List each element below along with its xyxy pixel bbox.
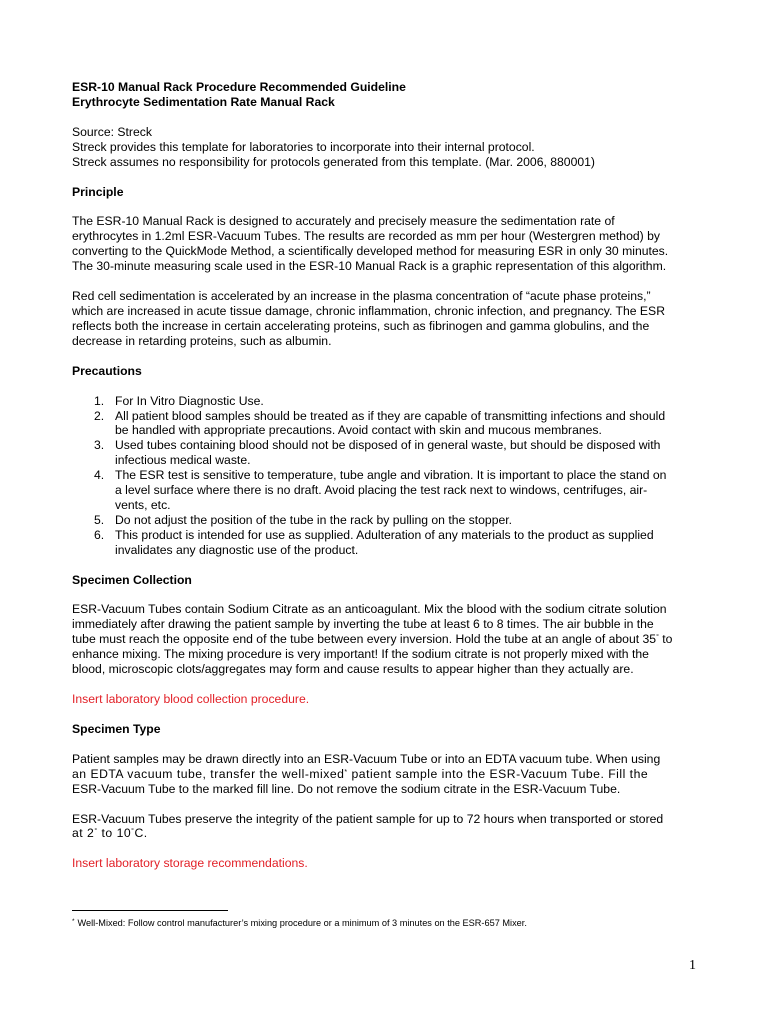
principle-p1-line: The 30-minute measuring scale used in the ESR-10 Manual Rack is a graphic representation of this algorithm. bbox=[72, 259, 667, 274]
principle-p2-line: decrease in retarding proteins, such as albumin. bbox=[72, 333, 332, 348]
principle-p1-line: erythrocytes in 1.2ml ESR-Vacuum Tubes. The results are recorded as mm per hour (Westergren method) by bbox=[72, 229, 660, 244]
degree-mark: ° bbox=[656, 634, 659, 642]
insert-collection-procedure-note: Insert laboratory blood collection procedure. bbox=[72, 692, 310, 706]
collection-line: enhance mixing. The mixing procedure is very important! If the sodium citrate is not properly mixed with the bbox=[72, 647, 649, 662]
specimen-type-line: ESR-Vacuum Tubes preserve the integrity of the patient sample for up to 72 hours when transported or stored bbox=[72, 811, 664, 826]
temperature-text-c: C. bbox=[134, 826, 148, 841]
principle-p1-line: converting to the QuickMode Method, a scientifically developed method for measuring ESR in only 30 minutes. bbox=[72, 244, 669, 259]
title-line-1: ESR-10 Manual Rack Procedure Recommended Guideline bbox=[72, 80, 406, 94]
list-item-number: 2. bbox=[94, 408, 105, 423]
list-item bbox=[72, 409, 702, 439]
list-item-number: 5. bbox=[94, 512, 105, 527]
collection-line: blood, microscopic clots/aggregates may form and cause results to appear higher than they actually are. bbox=[72, 662, 634, 677]
list-item bbox=[72, 394, 702, 409]
collection-line: immediately after drawing the patient sample by inverting the tube at least 6 to 8 times. The air bubble in the bbox=[72, 617, 654, 632]
principle-heading: Principle bbox=[72, 184, 124, 199]
list-item-line: be handled with appropriate precautions. Avoid contact with skin and mucous membranes. bbox=[115, 423, 602, 438]
source-block bbox=[72, 125, 702, 170]
degree-mark: ° bbox=[94, 828, 98, 836]
document-body bbox=[72, 80, 702, 871]
collection-line bbox=[72, 632, 702, 647]
specimen-type-heading: Specimen Type bbox=[72, 721, 161, 736]
list-item bbox=[72, 468, 702, 513]
specimen-type-paragraph-2 bbox=[72, 812, 702, 842]
list-item-line: a level surface where there is no draft. Avoid placing the test rack next to windows, centrifuges, air- bbox=[115, 483, 648, 498]
principle-p2-line: reflects both the increase in certain accelerating proteins, such as fibrinogen and gamma globulins, and the bbox=[72, 318, 650, 333]
list-item-line: This product is intended for use as supplied. Adulteration of any materials to the product as supplied bbox=[115, 527, 654, 542]
temperature-text-b: to 10 bbox=[97, 826, 132, 841]
specimen-type-line-end: patient sample into the ESR-Vacuum Tube. Fill the bbox=[347, 766, 649, 781]
list-item-number: 6. bbox=[94, 527, 105, 542]
list-item-number: 3. bbox=[94, 438, 105, 453]
document-title bbox=[72, 80, 702, 110]
precautions-heading: Precautions bbox=[72, 363, 142, 378]
temperature-text-a: at 2 bbox=[72, 826, 95, 841]
specimen-type-line bbox=[72, 826, 702, 841]
list-item-line: Used tubes containing blood should not be disposed of in general waste, but should be disposed with bbox=[115, 438, 661, 453]
precautions-list bbox=[72, 394, 702, 558]
list-item-line: invalidates any diagnostic use of the product. bbox=[115, 542, 359, 557]
list-item-number: 1. bbox=[94, 393, 105, 408]
footnote-mark: * bbox=[72, 918, 75, 925]
list-item-line: Do not adjust the position of the tube in the rack by pulling on the stopper. bbox=[115, 512, 513, 527]
specimen-collection-paragraph bbox=[72, 602, 702, 677]
degree-mark: ° bbox=[131, 828, 135, 836]
specimen-type-line: Patient samples may be drawn directly into an ESR-Vacuum Tube or into an EDTA vacuum tube. When using bbox=[72, 751, 661, 766]
principle-p1-line: The ESR-10 Manual Rack is designed to accurately and precisely measure the sedimentation rate of bbox=[72, 214, 615, 229]
footnote-reference: * bbox=[344, 768, 348, 776]
specimen-type-line: ESR-Vacuum Tube to the marked fill line. Do not remove the sodium citrate in the ESR-Vacuum Tube. bbox=[72, 781, 621, 796]
list-item-line: vents, etc. bbox=[115, 497, 171, 512]
list-item-line: The ESR test is sensitive to temperature, tube angle and vibration. It is important to place the stand on bbox=[115, 468, 667, 483]
principle-p2-line: Red cell sedimentation is accelerated by an increase in the plasma concentration of “acute phase proteins,” bbox=[72, 289, 651, 304]
list-item-line: infectious medical waste. bbox=[115, 453, 251, 468]
list-item-line: For In Vitro Diagnostic Use. bbox=[115, 393, 264, 408]
list-item bbox=[72, 513, 702, 528]
collection-line-text: tube must reach the opposite end of the tube between every inversion. Hold the tube at an angle of about 35 bbox=[72, 632, 657, 647]
list-item-line: All patient blood samples should be treated as if they are capable of transmitting infections and should bbox=[115, 408, 666, 423]
source-line-1: Source: Streck bbox=[72, 124, 152, 139]
insert-storage-recommendations-note: Insert laboratory storage recommendations. bbox=[72, 856, 308, 871]
source-line-3: Streck assumes no responsibility for protocols generated from this template. (Mar. 2006, 880001) bbox=[72, 154, 595, 169]
list-item bbox=[72, 438, 702, 468]
specimen-type-paragraph-1 bbox=[72, 752, 702, 797]
footnote-text: Well-Mixed: Follow control manufacturer’s mixing procedure or a minimum of 3 minutes on the ESR-657 Mixer. bbox=[77, 918, 527, 928]
principle-paragraph-2 bbox=[72, 289, 702, 349]
specimen-collection-heading: Specimen Collection bbox=[72, 572, 192, 587]
source-line-2: Streck provides this template for laboratories to incorporate into their internal protocol. bbox=[72, 139, 535, 154]
footnote bbox=[72, 917, 527, 929]
principle-p2-line: which are increased in acute tissue damage, chronic inflammation, chronic infection, and pregnancy. The ESR bbox=[72, 303, 665, 318]
collection-line-tail: to bbox=[658, 632, 673, 647]
footnote-divider bbox=[72, 910, 228, 911]
specimen-type-line bbox=[72, 767, 702, 782]
title-line-2: Erythrocyte Sedimentation Rate Manual Rack bbox=[72, 94, 335, 109]
list-item-number: 4. bbox=[94, 468, 105, 483]
principle-paragraph-1 bbox=[72, 214, 702, 274]
page-number: 1 bbox=[689, 958, 696, 973]
specimen-type-line-start: an EDTA vacuum tube, transfer the well-mixed bbox=[72, 766, 345, 781]
collection-line: ESR-Vacuum Tubes contain Sodium Citrate as an anticoagulant. Mix the blood with the sodium citrate solution bbox=[72, 602, 667, 617]
list-item bbox=[72, 528, 702, 558]
